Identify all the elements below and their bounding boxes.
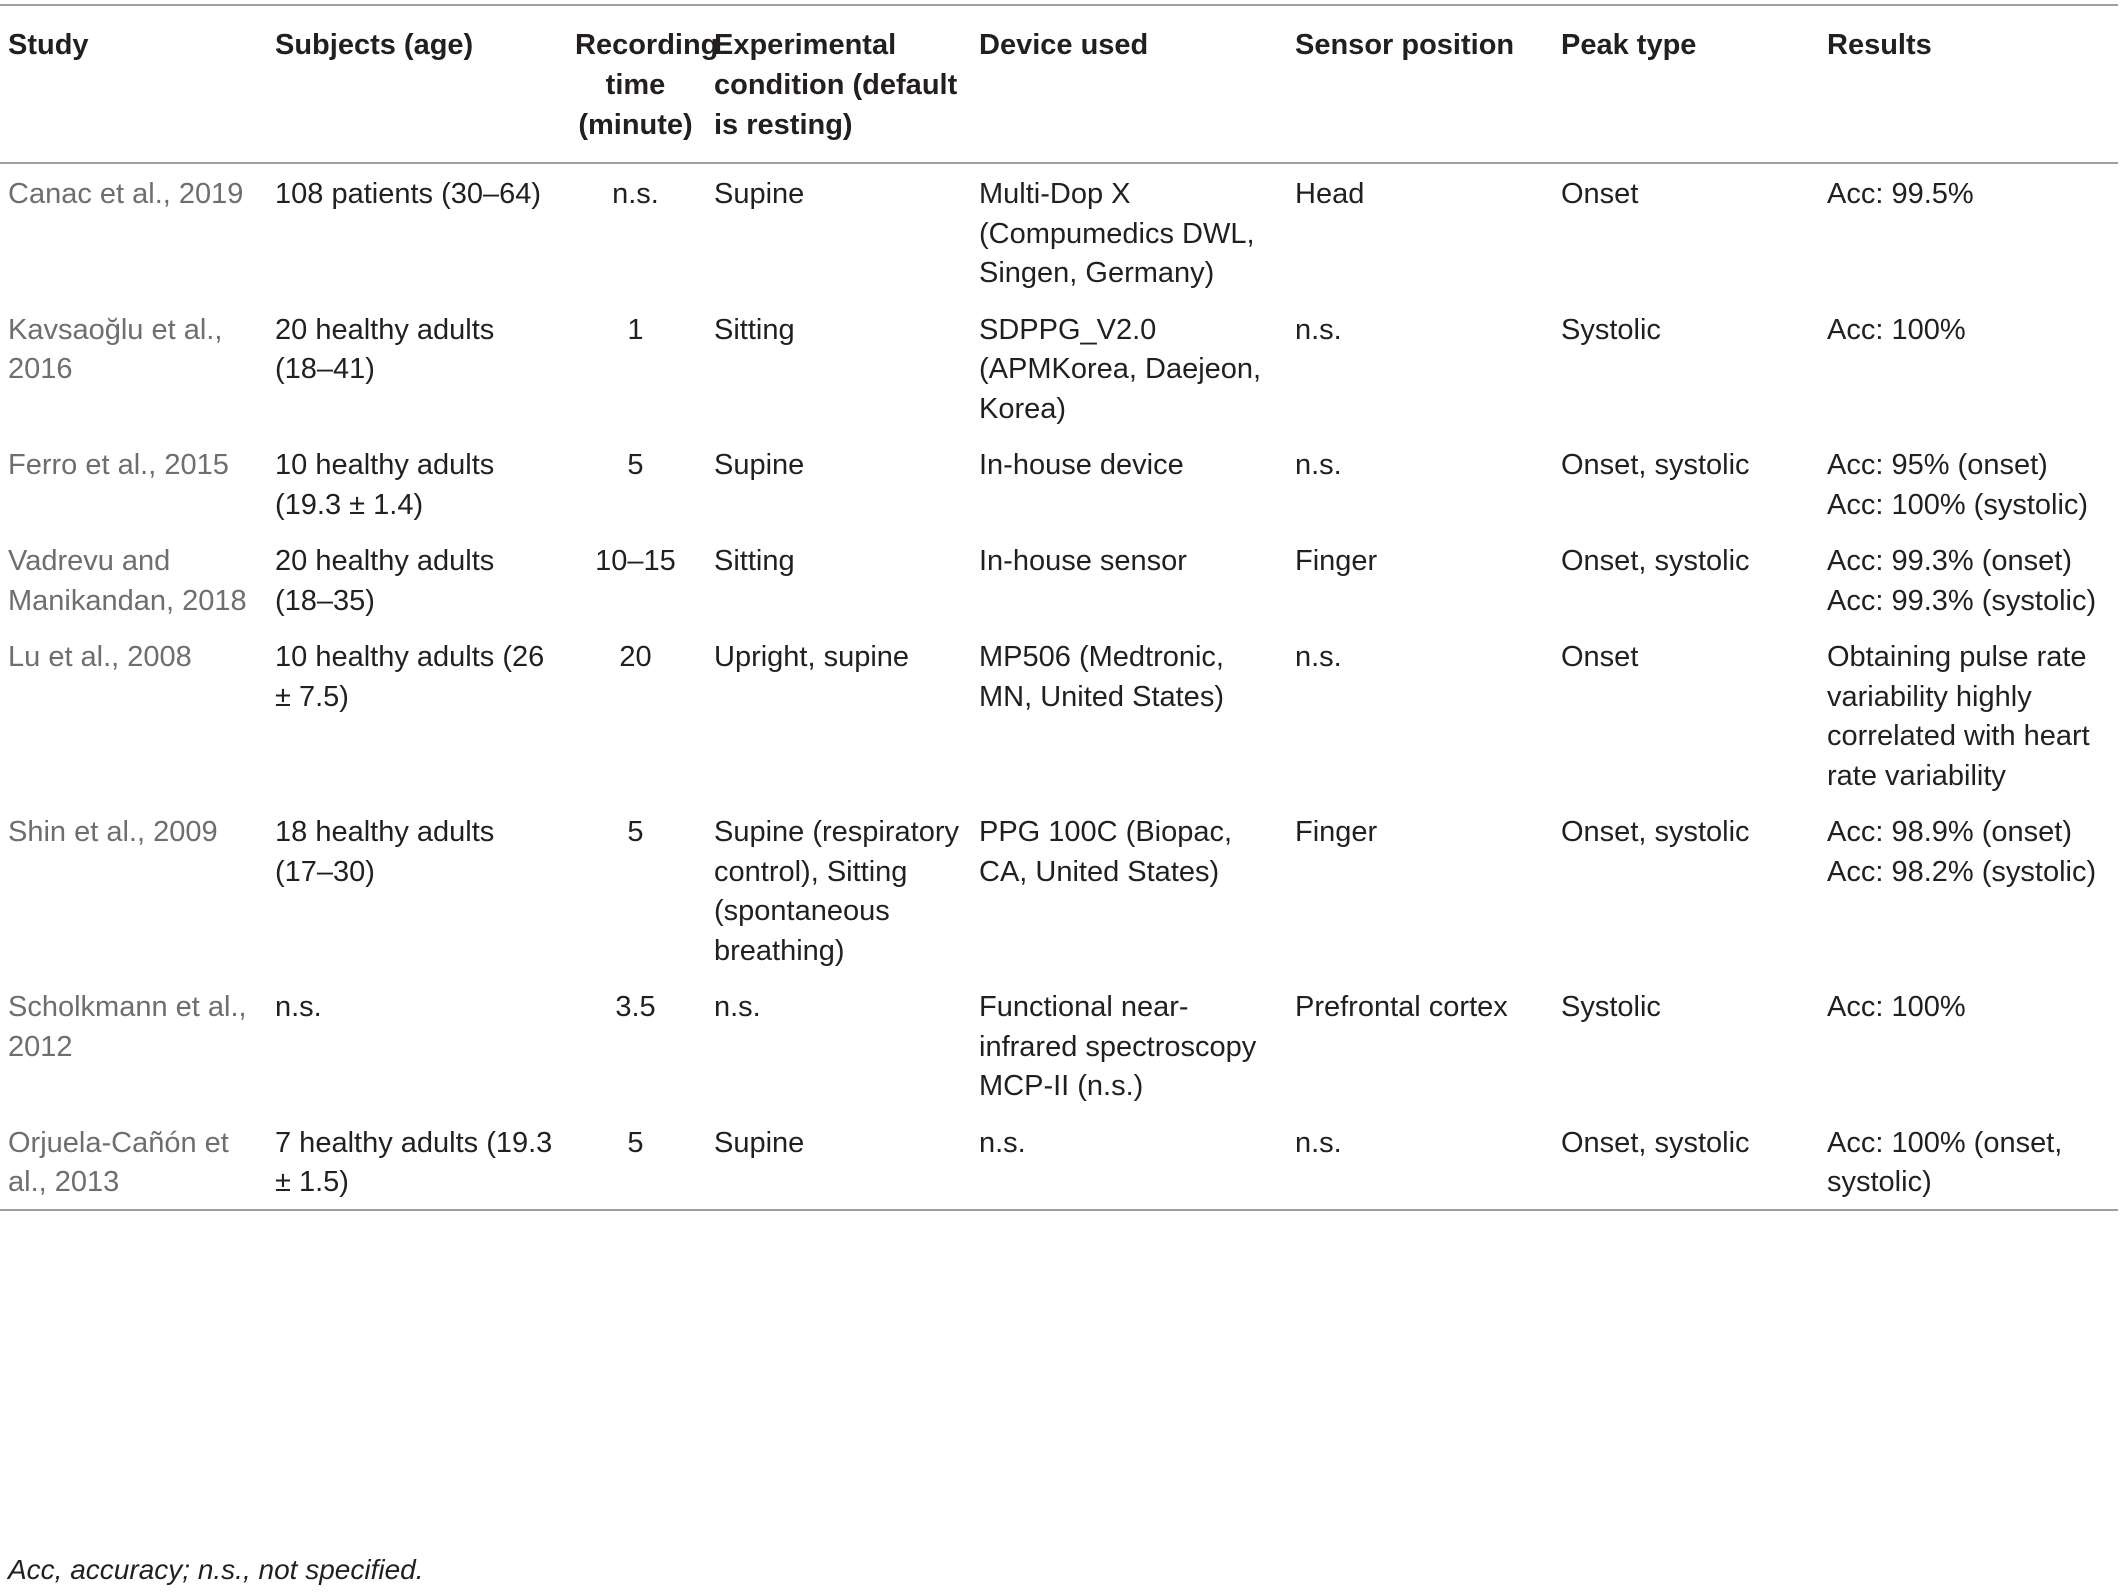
cell-sensor-position: n.s. xyxy=(1295,641,1342,673)
cell-device: n.s. xyxy=(979,1126,1026,1159)
table-row xyxy=(0,1113,2118,1210)
result-line: Acc: 100% xyxy=(1827,991,1966,1023)
cell-recording-time: 20 xyxy=(619,641,652,673)
cell-sensor-position: Prefrontal cortex xyxy=(1295,991,1508,1023)
result-line: Acc: 98.2% (systolic) xyxy=(1827,855,2097,888)
cell-condition: Sitting xyxy=(714,313,795,346)
table-row xyxy=(0,977,2118,1113)
cell-peak-type: Onset xyxy=(1561,641,1639,673)
cell-condition: Supine xyxy=(714,178,805,210)
cell-study: Shin et al., 2009 xyxy=(8,816,218,848)
cell-sensor-position: n.s. xyxy=(1295,313,1342,346)
cell-results xyxy=(1819,1113,2118,1210)
cell-subjects: 20 healthy adults (18–41) xyxy=(275,313,495,385)
cell-peak-type: Onset, systolic xyxy=(1561,449,1750,481)
cell-results xyxy=(1819,163,2118,300)
result-line: Acc: 95% (onset) xyxy=(1827,449,2048,481)
cell-subjects: 7 healthy adults (19.3 ± 1.5) xyxy=(275,1126,553,1198)
cell-results xyxy=(1819,531,2118,627)
cell-condition: Supine xyxy=(714,1126,805,1159)
cell-recording-time: 10–15 xyxy=(595,545,676,577)
cell-study: Canac et al., 2019 xyxy=(8,178,244,210)
cell-sensor-position: Finger xyxy=(1295,816,1378,848)
cell-device: Functional near-infrared spectroscopy MCP-II (n.s.) xyxy=(979,991,1257,1102)
result-line: Acc: 100% (systolic) xyxy=(1827,488,2089,521)
studies-table xyxy=(0,4,2118,1211)
cell-device: MP506 (Medtronic, MN, United States) xyxy=(979,641,1224,713)
cell-recording-time: 5 xyxy=(627,816,644,848)
cell-recording-time: n.s. xyxy=(612,178,659,210)
cell-sensor-position: Finger xyxy=(1295,545,1378,577)
result-line: Acc: 99.5% xyxy=(1827,178,1974,210)
cell-subjects: 20 healthy adults (18–35) xyxy=(275,545,495,617)
table-row xyxy=(0,627,2118,802)
cell-subjects: 18 healthy adults (17–30) xyxy=(275,816,495,888)
cell-condition: Supine xyxy=(714,449,805,481)
cell-device: Multi-Dop X (Compumedics DWL, Singen, Germany) xyxy=(979,178,1255,289)
cell-device: In-house sensor xyxy=(979,545,1187,577)
cell-results xyxy=(1819,300,2118,436)
cell-peak-type: Systolic xyxy=(1561,313,1661,346)
cell-condition: n.s. xyxy=(714,991,761,1023)
cell-study: Scholkmann et al., 2012 xyxy=(8,991,247,1063)
cell-subjects: 10 healthy adults (19.3 ± 1.4) xyxy=(275,449,495,521)
cell-results xyxy=(1819,627,2118,802)
cell-study: Vadrevu and Manikandan, 2018 xyxy=(8,545,247,617)
cell-results xyxy=(1819,802,2118,977)
header-subjects: Subjects (age) xyxy=(275,29,474,61)
header-peak-type: Peak type xyxy=(1561,29,1697,61)
cell-device: PPG 100C (Biopac, CA, United States) xyxy=(979,816,1233,888)
cell-study: Orjuela-Cañón et al., 2013 xyxy=(8,1126,229,1198)
cell-recording-time: 5 xyxy=(627,1126,644,1159)
cell-study: Lu et al., 2008 xyxy=(8,641,192,673)
result-line: Acc: 99.3% (onset) xyxy=(1827,545,2072,577)
header-recording-time: Recording time (minute) xyxy=(575,29,719,141)
table-row xyxy=(0,435,2118,531)
cell-peak-type: Onset, systolic xyxy=(1561,1126,1750,1159)
cell-subjects: 10 healthy adults (26 ± 7.5) xyxy=(275,641,545,713)
cell-sensor-position: Head xyxy=(1295,178,1365,210)
result-line: Acc: 98.9% (onset) xyxy=(1827,816,2072,848)
table-header xyxy=(0,5,2118,163)
cell-subjects: n.s. xyxy=(275,991,322,1023)
cell-device: In-house device xyxy=(979,449,1184,481)
cell-sensor-position: n.s. xyxy=(1295,449,1342,481)
cell-condition: Upright, supine xyxy=(714,641,910,673)
table-body xyxy=(0,163,2118,1210)
cell-subjects: 108 patients (30–64) xyxy=(275,178,542,210)
cell-device: SDPPG_V2.0 (APMKorea, Daejeon, Korea) xyxy=(979,313,1262,425)
header-sensor-position: Sensor position xyxy=(1295,29,1515,61)
cell-results xyxy=(1819,435,2118,531)
table-row xyxy=(0,531,2118,627)
table-row xyxy=(0,300,2118,436)
cell-sensor-position: n.s. xyxy=(1295,1126,1342,1159)
header-experimental-condition: Experimental condition (default is resting) xyxy=(714,29,958,141)
header-device: Device used xyxy=(979,29,1149,61)
header-study: Study xyxy=(8,29,89,61)
cell-study: Kavsaoğlu et al., 2016 xyxy=(8,313,223,385)
cell-peak-type: Onset, systolic xyxy=(1561,545,1750,577)
cell-recording-time: 1 xyxy=(627,313,644,346)
cell-peak-type: Onset xyxy=(1561,178,1639,210)
result-line: Acc: 100% (onset, systolic) xyxy=(1827,1126,2063,1198)
table-row xyxy=(0,163,2118,300)
cell-peak-type: Systolic xyxy=(1561,991,1661,1023)
cell-results xyxy=(1819,977,2118,1113)
table-row xyxy=(0,802,2118,977)
cell-peak-type: Onset, systolic xyxy=(1561,816,1750,848)
cell-recording-time: 5 xyxy=(627,449,644,481)
header-results: Results xyxy=(1827,29,1932,61)
cell-study: Ferro et al., 2015 xyxy=(8,449,229,481)
result-line: Obtaining pulse rate variability highly correlated with heart rate variability xyxy=(1827,641,2090,792)
cell-condition: Supine (respiratory control), Sitting (spontaneous breathing) xyxy=(714,816,959,967)
table-footnote: Acc, accuracy; n.s., not specified. xyxy=(8,1554,424,1585)
cell-recording-time: 3.5 xyxy=(615,991,656,1023)
result-line: Acc: 100% xyxy=(1827,313,1966,346)
header-row xyxy=(0,5,2118,163)
result-line: Acc: 99.3% (systolic) xyxy=(1827,584,2097,617)
cell-condition: Sitting xyxy=(714,545,795,577)
